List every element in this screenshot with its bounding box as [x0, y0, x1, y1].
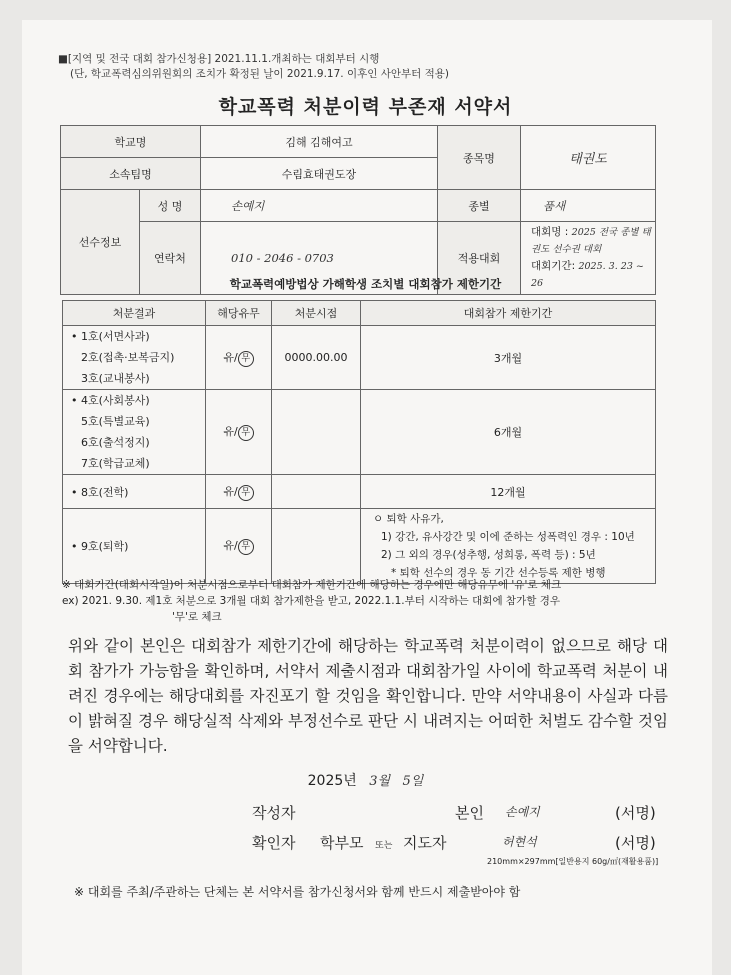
row1-item-2: 2호(접촉·보복금지) — [81, 351, 175, 364]
event-label: 종목명 — [438, 126, 521, 190]
row2-item-2: 5호(특별교육) — [81, 415, 150, 428]
row3-items: • 8호(전학) — [63, 475, 206, 509]
contact-value: 010 - 2046 - 0703 — [201, 222, 438, 295]
notes — [62, 577, 662, 625]
row1-item-3: 3호(교내봉사) — [81, 372, 150, 385]
table-row — [63, 326, 656, 390]
discipline-subtitle: 학교폭력예방법상 가해학생 조치별 대회참가 제한기간 — [229, 277, 502, 291]
row3-date — [272, 475, 361, 509]
row4-period — [361, 509, 656, 584]
circled-mark: 무 — [238, 425, 254, 441]
author-label: 작성자 — [252, 804, 296, 822]
paper-spec: 210mm×297mm[일반용지 60g/㎡(재활용품)] — [487, 857, 659, 866]
note-line-2: ex) 2021. 9.30. 제1호 처분으로 3개월 대회 참가제한을 받고, 2022.1.1.부터 시작하는 대회에 참가할 경우 — [62, 595, 560, 607]
class-value: 품새 — [521, 190, 656, 222]
row1-period: 3개월 — [361, 326, 656, 390]
row2-item-3: 6호(출석정지) — [81, 436, 150, 449]
circled-mark: 무 — [238, 539, 254, 555]
pledge-text: 위와 같이 본인은 대회참가 제한기간에 해당하는 학교폭력 처분이력이 없으므로 해당 대회 참가가 가능함을 확인하며, 서약서 제출시점과 대회참가일 사이에 학교폭력 처분이 내려진 경우에는 해당대회를 자진포기 할 것임을 확인합니다. 만약 서약내용이 사실과 다름이 밝혀질 경우 해당실적 삭제와 부정선수로 판단 시 내려지는 어떠한 처벌도 감수할 것임을 서약합니다. — [68, 637, 668, 755]
coach-label: 지도자 — [403, 834, 447, 852]
row4-items: • 9호(퇴학) — [63, 509, 206, 584]
row3-yesno[interactable]: 유/ 무 — [206, 475, 272, 509]
col-header-applicable: 해당유무 — [206, 301, 272, 326]
circled-mark: 무 — [238, 485, 254, 501]
col-header-period: 대회참가 제한기간 — [361, 301, 656, 326]
row2-period: 6개월 — [361, 390, 656, 475]
or-label: 또는 — [375, 841, 393, 851]
row2-date — [272, 390, 361, 475]
row3-period: 12개월 — [361, 475, 656, 509]
class-label: 종별 — [438, 190, 521, 222]
header-line-2: (단, 학교폭력심의위원회의 조치가 확정된 날이 2021.9.17. 이후인 사안부터 적용) — [70, 68, 450, 80]
period-line-2: 1) 강간, 유사강간 및 이에 준하는 성폭력인 경우 : 10년 — [381, 531, 635, 543]
contact-label: 연락처 — [140, 222, 201, 295]
period-line-1: ㅇ 퇴학 사유가, — [373, 513, 444, 525]
school-label: 학교명 — [61, 126, 201, 158]
row2-yesno[interactable]: 유/ 무 — [206, 390, 272, 475]
sign-field-1[interactable]: (서명) — [615, 804, 656, 822]
pledge-date — [0, 770, 731, 790]
team-label: 소속팀명 — [61, 158, 201, 190]
date-month: 3월 — [369, 774, 391, 789]
school-value: 김해 김해여고 — [201, 126, 438, 158]
row2-item-4: 7호(학급교체) — [81, 457, 150, 470]
col-header-date: 처분시점 — [272, 301, 361, 326]
comp-name-value: 2025 전국 종별 태권도 선수권 대회 — [531, 227, 651, 255]
table-row — [63, 390, 656, 475]
info-table — [60, 125, 656, 295]
self-label: 본인 — [455, 804, 484, 822]
period-line-4: * 퇴학 선수의 경우 동 기간 선수등록 제한 병행 — [391, 567, 606, 579]
parent-label: 학부모 — [320, 834, 364, 852]
date-year: 2025년 — [307, 773, 357, 789]
athlete-label: 선수정보 — [61, 190, 140, 295]
header-notice — [58, 52, 449, 82]
row1-date: 0000.00.00 — [272, 326, 361, 390]
note-line-3: '무'로 체크 — [172, 611, 222, 623]
name-value: 손예지 — [201, 190, 438, 222]
coach-name: 허현석 — [502, 835, 537, 849]
table-row — [63, 509, 656, 584]
self-name: 손예지 — [505, 805, 540, 819]
row4-date — [272, 509, 361, 584]
row2-item-1: • 4호(사회봉사) — [71, 394, 150, 407]
row2-items — [63, 390, 206, 475]
row1-items — [63, 326, 206, 390]
name-label: 성 명 — [140, 190, 201, 222]
col-header-result: 처분결과 — [63, 301, 206, 326]
date-day: 5일 — [402, 774, 424, 789]
note-line-1: ※ 대회기간(대회시작일)이 처분시점으로부터 대회참가 제한기간에 해당하는 경우에만 해당유무에 '유'로 체크 — [62, 579, 562, 591]
header-line-1: ■[지역 및 전국 대회 참가신청용] 2021.11.1.개최하는 대회부터 시행 — [58, 53, 380, 65]
comp-name-label: 대회명 : — [531, 226, 569, 238]
comp-period-label: 대회기간: — [531, 260, 576, 272]
confirm-label: 확인자 — [252, 834, 296, 852]
table-row — [63, 475, 656, 509]
row4-yesno[interactable]: 유/ 무 — [206, 509, 272, 584]
footer-note: ※ 대회를 주최/주관하는 단체는 본 서약서를 참가신청서와 함께 반드시 제출받아야 함 — [74, 885, 521, 899]
circled-mark: 무 — [238, 351, 254, 367]
row1-yesno[interactable]: 유/ 무 — [206, 326, 272, 390]
event-value: 태권도 — [521, 126, 656, 190]
comp-period-value: 2025. 3. 23 ~ 26 — [531, 261, 644, 289]
period-line-3: 2) 그 외의 경우(성추행, 성희롱, 폭력 등) : 5년 — [381, 549, 596, 561]
comp-label: 적용대회 — [438, 222, 521, 295]
sign-field-2[interactable]: (서명) — [615, 834, 656, 852]
team-value: 수림효태권도장 — [201, 158, 438, 190]
row1-item-1: • 1호(서면사과) — [71, 330, 150, 343]
discipline-table — [62, 300, 656, 584]
document-title: 학교폭력 처분이력 부존재 서약서 — [218, 96, 513, 118]
